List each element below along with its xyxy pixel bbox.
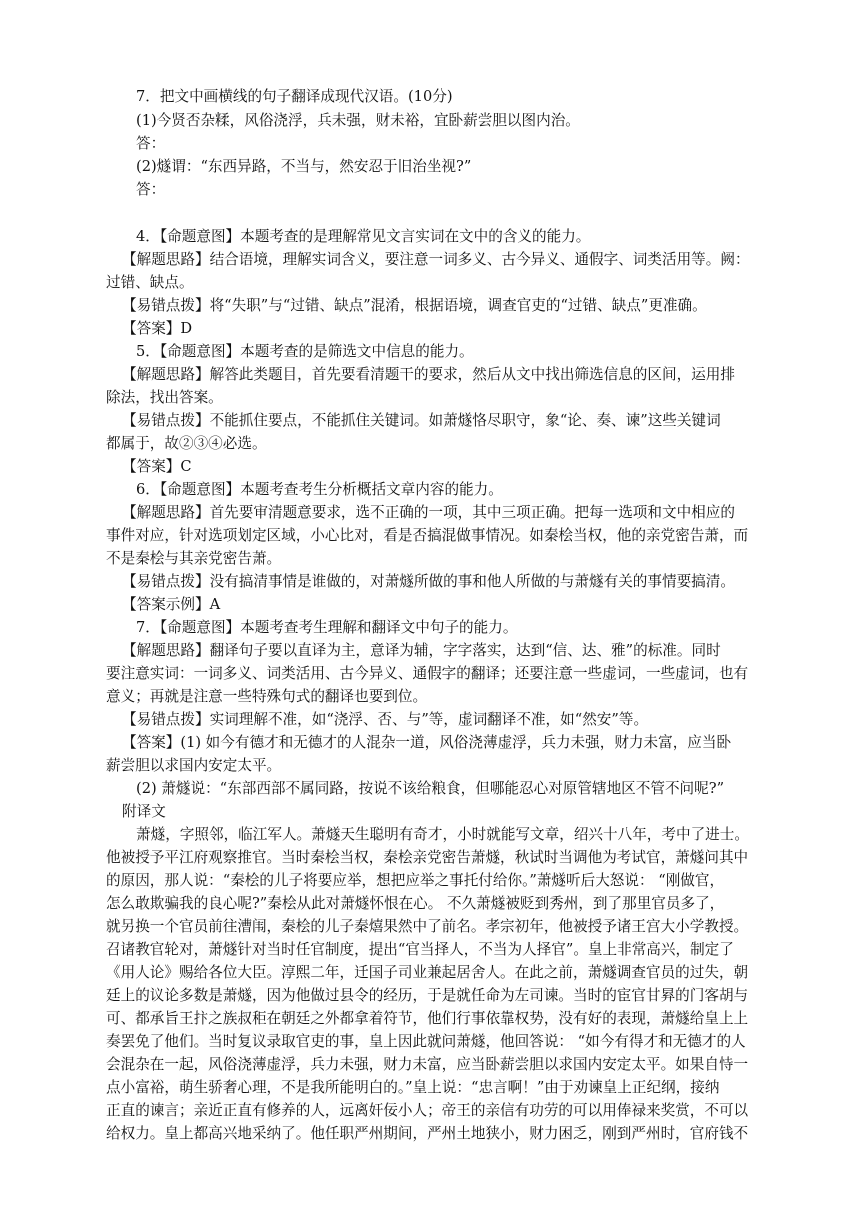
translation-line: 的原因，那人说：“秦桧的儿子将要应举，想把应举之事托付给你。”萧燧听后大怒说： “刚做官， xyxy=(106,872,725,889)
translation-line: 奏罢免了他们。当时复议录取官吏的事，皇上因此就问萧燧，他回答说： “如今有得才和无德才的人 xyxy=(106,1033,746,1050)
translation-line: 萧燧，字照邻，临江军人。萧燧天生聪明有奇才，小时就能写文章，绍兴十八年，考中了进士。 xyxy=(136,826,749,843)
translation-line: 他被授予平江府观察推官。当时秦桧当权，秦桧亲党密告萧燧，秋试时当调他为考试官，萧燧问其中 xyxy=(106,849,749,866)
answer-line: (2) 萧燧说：“东部西部不属同路，按说不该给粮食，但哪能忍心对原管辖地区不管不问呢?” xyxy=(136,780,725,797)
translation-line: 怎么敢欺骗我的良心呢?”秦桧从此对萧燧怀恨在心。 不久萧燧被贬到秀州，到了那里官员多了， xyxy=(106,895,725,912)
question-7-sentence-1: (1)今贤否杂糅，风俗浇浮，兵未强，财未裕，宜卧薪尝胆以图内治。 xyxy=(136,112,580,129)
answer-line: 【易错点拨】不能抓住要点，不能抓住关键词。如萧燧恪尽职守，象“论、奏、谏”这些关键词 xyxy=(122,412,721,429)
answer-line: 【解题思路】解答此类题目，首先要看清题干的要求，然后从文中找出筛选信息的区间，运用排 xyxy=(122,366,735,383)
translation-line: 就另换一个官员前往漕闱，秦桧的儿子秦熺果然中了前名。孝宗初年，他被授予诸王宫大小学教授。 xyxy=(106,918,749,935)
answer-line: 【解题思路】翻译句子要以直译为主，意译为辅，字字落实，达到“信、达、雅”的标准。同时 xyxy=(122,642,721,659)
answer-line: 【答案示例】A xyxy=(122,596,221,613)
answer-line: 【解题思路】结合语境，理解实词含义，要注意一词多义、古今异义、通假字、词类活用等。阙： xyxy=(122,251,750,268)
question-7-title: 7．把文中画横线的句子翻译成现代汉语。(10分) xyxy=(136,88,453,105)
answer-line: 薪尝胆以求国内安定太平。 xyxy=(106,757,282,774)
answer-line: 过错、缺点。 xyxy=(106,274,194,291)
answer-line: 事件对应，针对选项划定区域，小心比对，看是否搞混做事情况。如秦桧当权，他的亲党密告萧，而 xyxy=(106,527,749,544)
answer-label-2: 答： xyxy=(136,181,166,198)
answer-line: 【易错点拨】没有搞清事情是谁做的，对萧燧所做的事和他人所做的与萧燧有关的事情要搞清。 xyxy=(122,573,735,590)
translation-line: 给权力。皇上都高兴地采纳了。他任职严州期间，严州土地狭小，财力困乏，刚到严州时，官府钱不 xyxy=(106,1125,749,1142)
translation-line: 召诸教官轮对，萧燧针对当时任官制度，提出“官当择人，不当为人择官”。皇上非常高兴，制定了 xyxy=(106,941,734,958)
answer-label-1: 答： xyxy=(136,135,166,152)
question-7-sentence-2: (2)燧谓：“东西异路，不当与，然安忍于旧治坐视?” xyxy=(136,158,472,175)
answer-line: 【易错点拨】实词理解不准，如“浇浮、否、与”等，虚词翻译不准，如“然安”等。 xyxy=(122,711,649,728)
answer-line: 意义；再就是注意一些特殊句式的翻译也要到位。 xyxy=(106,688,428,705)
translation-line: 《用人论》赐给各位大臣。淳熙二年，迁国子司业兼起居舍人。在此之前，萧燧调查官员的过失，朝 xyxy=(106,964,749,981)
translation-line: 正直的谏言；亲近正直有修养的人，远离奸佞小人；帝王的亲信有功劳的可以用俸禄来奖赏，不可以 xyxy=(106,1102,749,1119)
answer-line: 4．【命题意图】本题考查的是理解常见文言实词在文中的含义的能力。 xyxy=(136,228,591,245)
answer-line: 7．【命题意图】本题考查考生理解和翻译文中句子的能力。 xyxy=(136,619,518,636)
answer-line: 不是秦桧与其亲党密告萧。 xyxy=(106,550,282,567)
answer-line: 【答案】C xyxy=(122,458,192,475)
translation-line: 可、都承旨王抃之族叔秬在朝廷之外都拿着符节，他们行事依靠权势，没有好的表现，萧燧给皇上上 xyxy=(106,1010,749,1027)
answer-line: 要注意实词：一词多义、词类活用、古今异义、通假字的翻译；还要注意一些虚词，一些虚词，也有 xyxy=(106,665,749,682)
translation-line: 廷上的议论多数是萧燧，因为他做过县令的经历，于是就任命为左司谏。当时的宦官甘昪的门客胡与 xyxy=(106,987,749,1004)
section-heading: 附译文 xyxy=(122,803,166,820)
translation-line: 会混杂在一起，风俗浇薄虚浮，兵力未强，财力未富，应当卧薪尝胆以求国内安定太平。如果自恃一 xyxy=(106,1056,749,1073)
answer-line: 都属于，故②③④必选。 xyxy=(106,435,267,452)
answer-line: 【易错点拨】将“失职”与“过错、缺点”混淆，根据语境，调查官吏的“过错、缺点”更准确。 xyxy=(122,297,707,314)
answer-line: 除法，找出答案。 xyxy=(106,389,223,406)
answer-line: 6．【命题意图】本题考查考生分析概括文章内容的能力。 xyxy=(136,481,503,498)
answer-line: 【解题思路】首先要审清题意要求，选不正确的一项，其中三项正确。把每一选项和文中相应的 xyxy=(122,504,735,521)
answer-line: 【答案】(1) 如今有德才和无德才的人混杂一道，风俗浇薄虚浮，兵力未强，财力未富，应当卧 xyxy=(122,734,732,751)
answer-line: 5．【命题意图】本题考查的是筛选文中信息的能力。 xyxy=(136,343,474,360)
answer-line: 【答案】D xyxy=(122,320,193,337)
translation-line: 点小富裕，萌生骄奢心理，不是我所能明白的。”皇上说：“忠言啊！”由于劝谏皇上正纪纲，接纳 xyxy=(106,1079,720,1096)
